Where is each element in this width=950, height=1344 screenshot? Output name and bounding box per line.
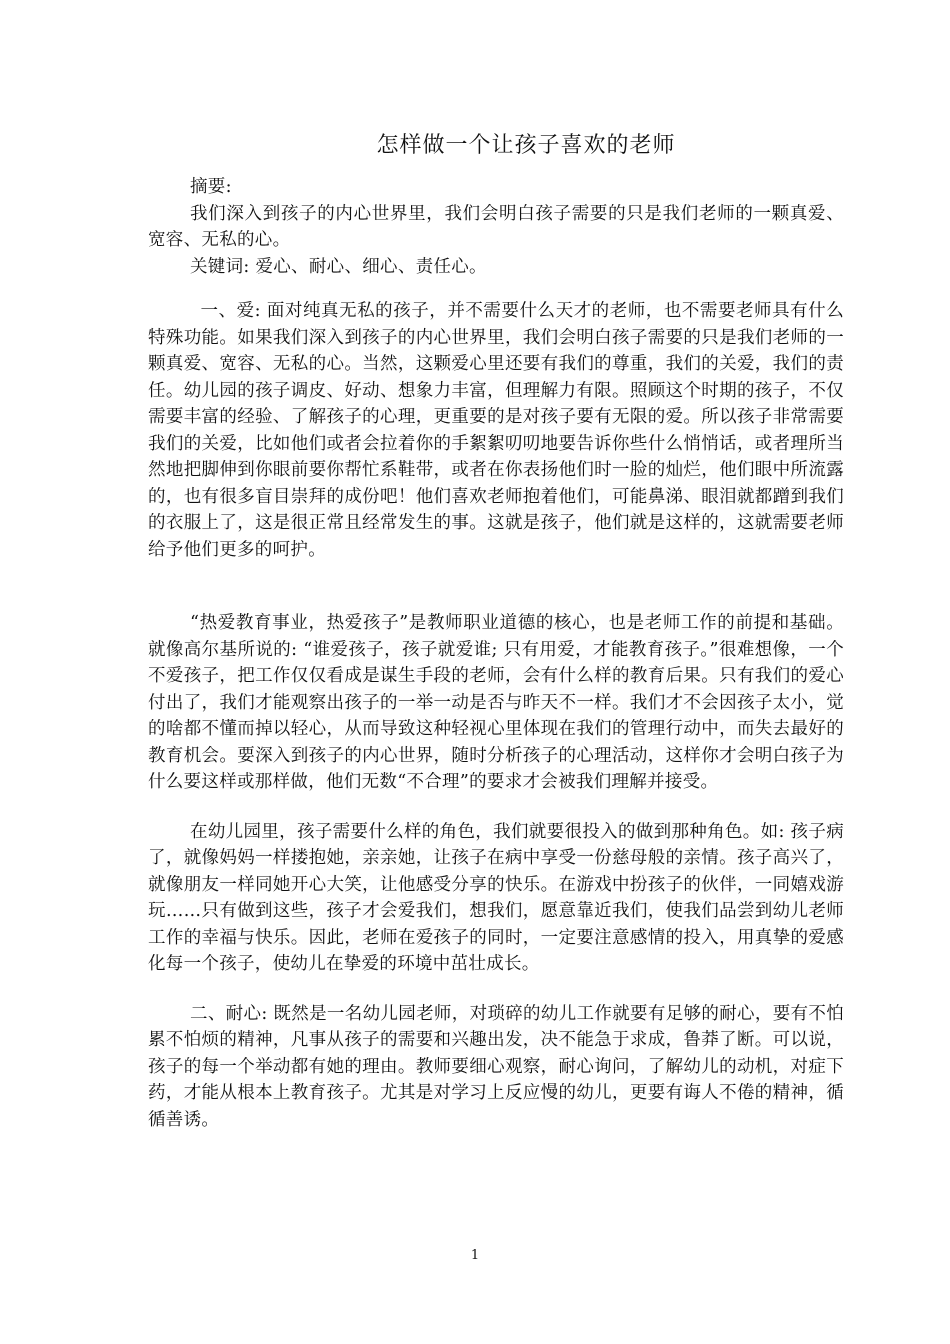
abstract-text: 我们深入到孩子的内心世界里，我们会明白孩子需要的只是我们老师的一颗真爱、宽容、无私的心。	[148, 203, 844, 250]
spacer	[148, 796, 844, 819]
paragraph-roles: 在幼儿园里，孩子需要什么样的角色，我们就要很投入的做到那种角色。如: 孩子病了，就像妈妈一样搂抱她，亲亲她，让孩子在病中享受一份慈母般的亲情。孩子高兴了，就像朋友一样同她开心大笑，让他感受分享的快乐。在游戏中扮孩子的伙伴，一同嬉戏游玩……只有做到这些，孩子才会爱我们，想我们，愿意靠近我们，使我们品尝到幼儿老师工作的幸福与快乐。因此，老师在爱孩子的同时，一定要注意感情的投入，用真挚的爱感化每一个孩子，使幼儿在挚爱的环境中茁壮成长。	[148, 821, 844, 974]
abstract-label: 摘要:	[190, 177, 232, 197]
paragraph-love: 一、爱: 面对纯真无私的孩子，并不需要什么天才的老师，也不需要老师具有什么特殊功能。如果我们深入到孩子的内心世界里，我们会明白孩子需要的只是我们老师的一颗真爱、宽容、无私的心。当然，这颗爱心里还要有我们的尊重，我们的关爱，我们的责任。幼儿园的孩子调皮、好动、想象力丰富，但理解力有限。照顾这个时期的孩子，不仅需要丰富的经验、了解孩子的心理，更重要的是对孩子要有无限的爱。所以孩子非常需要我们的关爱，比如他们或者会拉着你的手絮絮叨叨地要告诉你些什么悄悄话，或者理所当然地把脚伸到你眼前要你帮忙系鞋带，或者在你表扬他们时一脸的灿烂，他们眼中所流露的，也有很多盲目崇拜的成份吧！他们喜欢老师抱着他们，可能鼻涕、眼泪就都蹭到我们的衣服上了，这是很正常且经常发生的事。这就是孩子，他们就是这样的，这就需要老师给予他们更多的呵护。	[148, 301, 844, 560]
paragraph-patience: 二、耐心: 既然是一名幼儿园老师，对琐碎的幼儿工作就要有足够的耐心，要有不怕累不怕烦的精神，凡事从孩子的需要和兴趣出发，决不能急于求成，鲁莽了断。可以说，孩子的每一个举动都有她的理由。教师要细心观察，耐心询问，了解幼儿的动机，对症下药，才能从根本上教育孩子。尤其是对学习上反应慢的幼儿，更要有诲人不倦的精神，循循善诱。	[148, 1003, 844, 1130]
document-body	[148, 130, 844, 1133]
document-title: 怎样做一个让孩子喜欢的老师	[376, 133, 676, 158]
paragraph-education-ethics: “热爱教育事业，热爱孩子”是教师职业道德的核心，也是老师工作的前提和基础。就像高尔基所说的: “谁爱孩子，孩子就爱谁; 只有用爱，才能教育孩子。”很难想像，一个不爱孩子，把工作仅仅看成是谋生手段的老师，会有什么样的教育后果。只有我们的爱心付出了，我们才能观察出孩子的一举一动是否与昨天不一样。我们才不会因孩子太小，觉的啥都不懂而掉以轻心，从而导致这种轻视心里体现在我们的管理行动中，而失去最好的教育机会。要深入到孩子的内心世界，随时分析孩子的心理活动，这样你才会明白孩子为什么要这样或那样做，他们无数“不合理”的要求才会被我们理解并接受。	[148, 613, 844, 792]
keywords-line: 关键词: 爱心、耐心、细心、责任心。	[190, 256, 487, 277]
spacer	[148, 280, 844, 298]
page-number: 1	[470, 1248, 480, 1263]
spacer	[148, 978, 844, 1001]
spacer	[148, 563, 844, 610]
